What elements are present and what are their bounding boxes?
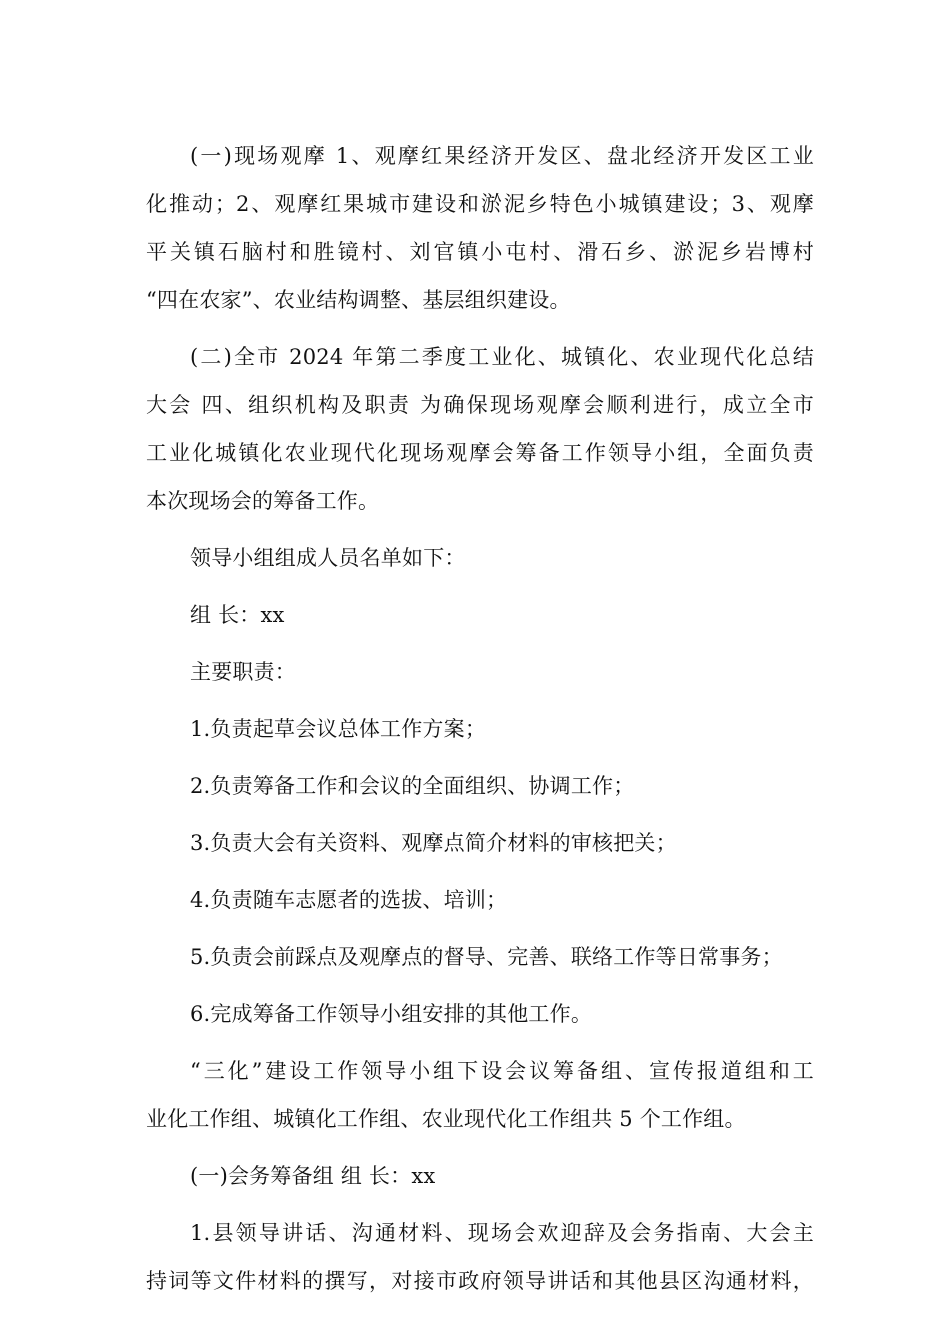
- text-line: 业化工作组、城镇化工作组、农业现代化工作组共 5 个工作组。: [146, 1107, 746, 1131]
- paragraph-meeting-prep-group: [146, 1152, 814, 1200]
- text-line: 化推动；2、观摩红果城市建设和淤泥乡特色小城镇建设；3、观摩: [146, 192, 814, 216]
- list-item-duty-6: [146, 990, 814, 1038]
- text-line: 1.县领导讲话、沟通材料、现场会欢迎辞及会务指南、大会主: [190, 1221, 814, 1245]
- list-item-duty-4: [146, 876, 814, 924]
- text-line: (一)现场观摩 1、观摩红果经济开发区、盘北经济开发区工业: [190, 144, 814, 168]
- text-line: “四在农家”、农业结构调整、基层组织建设。: [146, 288, 571, 312]
- text-line: (一)会务筹备组 组 长：xx: [190, 1164, 436, 1188]
- text-line: 平关镇石脑村和胜镜村、刘官镇小屯村、滑石乡、淤泥乡岩博村: [146, 240, 814, 264]
- text-line: (二)全市 2024 年第二季度工业化、城镇化、农业现代化总结: [190, 345, 814, 369]
- text-line: 4.负责随车志愿者的选拔、培训；: [190, 888, 508, 912]
- text-line: 1.负责起草会议总体工作方案；: [190, 717, 487, 741]
- list-item-duty-3: [146, 819, 814, 867]
- text-line: 工业化城镇化农业现代化现场观摩会筹备工作领导小组，全面负责: [146, 441, 814, 465]
- text-line: 本次现场会的筹备工作。: [146, 489, 380, 513]
- paragraph-working-groups: [146, 1047, 814, 1143]
- text-line: 组 长：xx: [190, 603, 285, 627]
- paragraph-summary-meeting: [146, 333, 814, 525]
- text-line: 5.负责会前踩点及观摩点的督导、完善、联络工作等日常事务；: [190, 945, 783, 969]
- text-line: 6.完成筹备工作领导小组安排的其他工作。: [190, 1002, 593, 1026]
- list-item-duty-2: [146, 762, 814, 810]
- list-item-duty-5: [146, 933, 814, 981]
- paragraph-main-duties-heading: [146, 648, 814, 696]
- text-line: “三化”建设工作领导小组下设会议筹备组、宣传报道组和工: [190, 1059, 814, 1083]
- document-body: [146, 132, 814, 1305]
- paragraph-site-visit: [146, 132, 814, 324]
- text-line: 主要职责：: [190, 660, 296, 684]
- text-line: 大会 四、组织机构及职责 为确保现场观摩会顺利进行，成立全市: [146, 393, 814, 417]
- text-line: 2.负责筹备工作和会议的全面组织、协调工作；: [190, 774, 635, 798]
- text-line: 持词等文件材料的撰写，对接市政府领导讲话和其他县区沟通材料，: [146, 1269, 814, 1293]
- text-line: 3.负责大会有关资料、观摩点简介材料的审核把关；: [190, 831, 677, 855]
- paragraph-group-leader: [146, 591, 814, 639]
- paragraph-member-list-intro: [146, 534, 814, 582]
- text-line: 领导小组组成人员名单如下：: [190, 546, 466, 570]
- paragraph-prep-duty-1: [146, 1209, 814, 1305]
- list-item-duty-1: [146, 705, 814, 753]
